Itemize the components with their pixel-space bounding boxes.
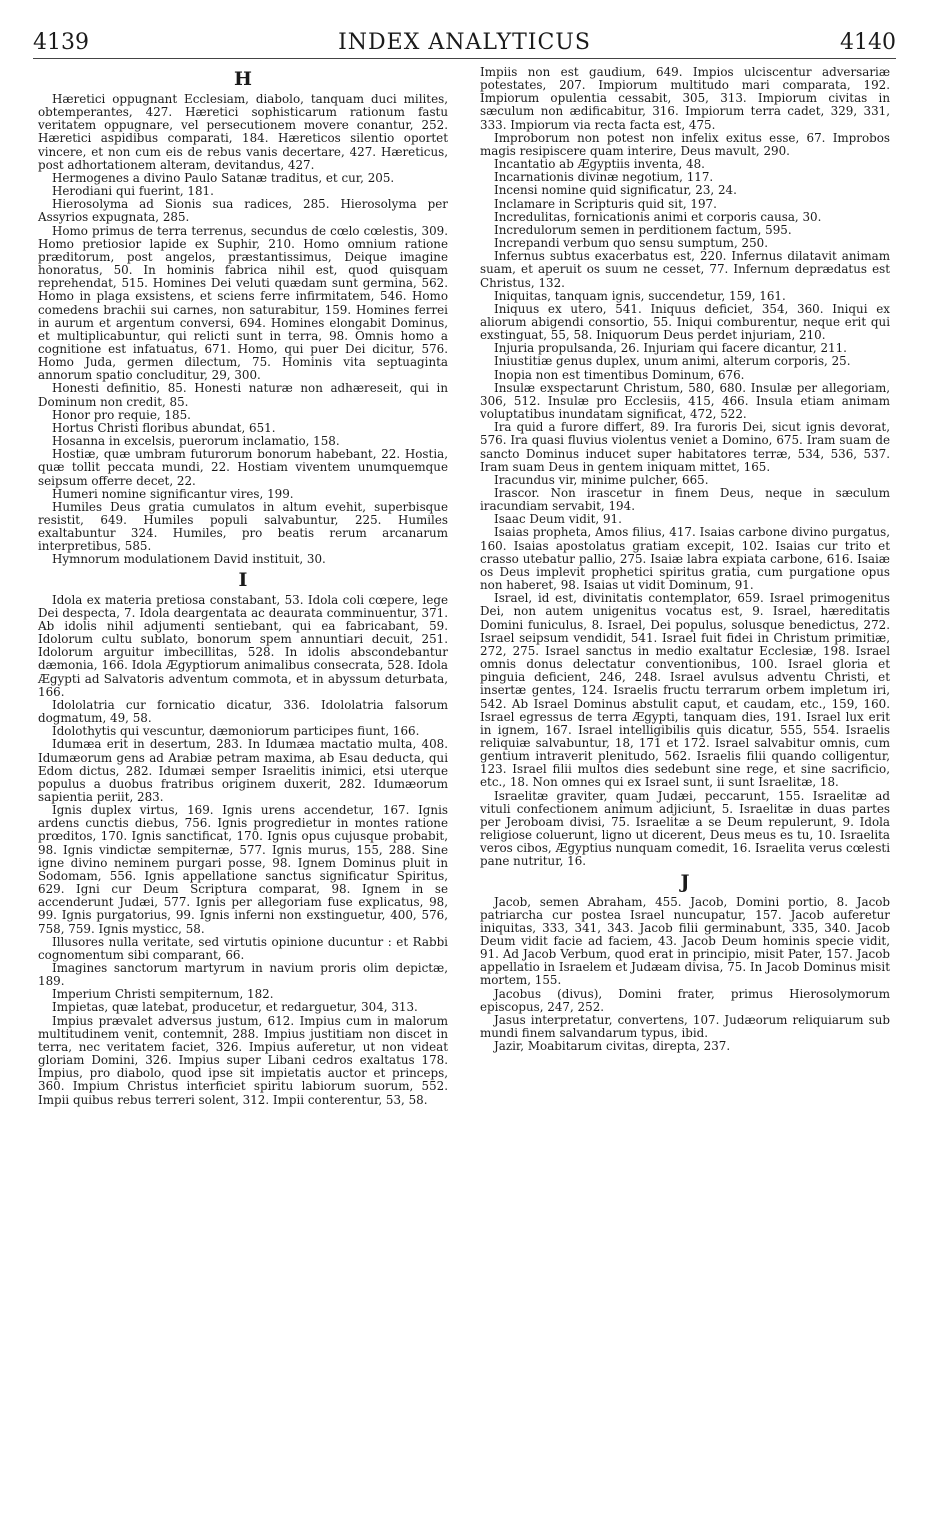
index-entry: Irascor. Non irascetur in finem Deus, neque in sæculum iracundiam servabit, 194. <box>480 486 890 514</box>
index-entry: Homo primus de terra terrenus, secundus de cœlo cœlestis, 309. Homo pretiosior lapide ex Suphir, 210. Homo omnium ratione præditorum, post angelos, præstantissimus, Deique imagine honoratus, 50. In hominis fabrica nihil est, quod quisquam reprehendat, 515. Homines Dei veluti quædam sunt germina, 562. Homo in plaga exsistens, et sciens ferre infirmitatem, 546. Homo comedens brachii sui carnes, non saturabitur, 159. Homines ferrei in aurum et argentum conversi, 694. Homines elongabit Dominus, et multiplicabuntur, qui relicti sunt in terra, 98. Omnis homo a cognitione est infatuatus, 671. Homo, qui puer Dei dicitur, 576. Homo Juda, germen dilectum, 75. Hominis vita septuaginta annorum spatio concluditur, 29, 300. <box>38 223 448 383</box>
index-entry: Hæretici oppugnant Ecclesiam, diabolo, tanquam duci milites, obtemperantes, 427. Hæretici sophisticarum rationum fastu veritatem oppugnare, vel persecutionem movere conantur, 252. Hæretici aspidibus comparati, 184. Hæreticos silentio oportet vincere, et non cum eis de rebus vanis decertare, 427. Hæreticus, post adhortationem alteram, devitandus, 427. <box>38 92 448 172</box>
index-entry: Inclamare in Scripturis quid sit, 197. <box>494 196 717 211</box>
index-entry: Jasus interpretatur, convertens, 107. Judæorum reliquiarum sub mundi finem salvandarum typus, ibid. <box>480 1012 890 1041</box>
index-entry: Honesti definitio, 85. Honesti naturæ non adhæreseit, qui in Dominum non credit, 85. <box>38 381 448 409</box>
index-entry: Humeri nomine significantur vires, 199. <box>52 486 294 501</box>
index-entry: Increpandi verbum quo sensu sumptum, 250. <box>494 236 768 251</box>
index-entry: Incensi nomine quid significatur, 23, 24. <box>494 183 737 198</box>
index-entry: Hierosolyma ad Sionis sua radices, 285. Hierosolyma per Assyrios expugnata, 285. <box>38 197 448 225</box>
index-entry: Idola ex materia pretiosa constabant, 53. Idola coli cœpere, lege Dei despecta, 7. Idola deargentata ac deaurata comminuentur, 371. Ab idolis nihil adjumenti sentiebant, qui ea fabricabant, 59. Idolorum cultu sublato, bonorum spem annuntiari decuit, 251. Idolorum arguitur imbecillitas, 528. In idolis abscondebantur dæmonia, 166. Idola Ægyptiorum animalibus consecrata, 528. Idola Ægypti ad Salvatoris adventum commota, et in abyssum deturbata, 166. <box>38 592 448 699</box>
index-entry: Idumæa erit in desertum, 283. In Idumæa mactatio multa, 408. Idumæorum gens ad Arabiæ petram maxima, ab Esau deducta, qui Edom dictus, 282. Idumæi semper Israelitis inimici, etsi uterque populus a duobus fratribus originem duxerit, 282. Idumæorum sapientia periit, 283. <box>38 737 448 804</box>
index-entry: Herodiani qui fuerint, 181. <box>52 184 214 199</box>
page-header <box>0 30 929 60</box>
index-entry: Honor pro requie, 185. <box>52 407 191 422</box>
index-entry: Hosanna in excelsis, puerorum inclamatio, 158. <box>52 434 340 449</box>
index-entry: Hortus Christi floribus abundat, 651. <box>52 420 276 435</box>
index-entry: Idololatria cur fornicatio dicatur, 336. Idololatria falsorum dogmatum, 49, 58. <box>38 697 448 726</box>
index-entry: Ignis duplex virtus, 169. Ignis urens accendetur, 167. Ignis ardens cunctis diebus, 756. Ignis progredietur in montes ratione prœditos, 170. Ignis sanctificat, 170. Ignis opus cujusque probabit, 98. Ignis vindictæ sempiternæ, 577. Ignis murus, 155, 288. Sine igne divino neminem purgari posse, 98. Ignem Dominus pluit in Sodomam, 556. Ignis appellatione sanctus significatur Spiritus, 629. Igni cur Deum Scriptura comparat, 98. Ignem in se accenderunt Judæi, 577. Ignis per allegoriam fuse explicatus, 98, 99. Ignis purgatorius, 99. Ignis inferni non exstinguetur, 400, 576, 758, 759. Ignis mysticc, 58. <box>38 803 448 936</box>
left-column <box>38 66 448 1107</box>
index-entry: Impiis non est gaudium, 649. Impios ulciscentur adversariæ potestates, 207. Impiorum multitudo mari comparata, 192. Impiorum opulentia cessabit, 305, 313. Impiorum civitas in sæculum non ædificabitur, 316. Impiorum terra cadet, 329, 331, 333. Impiorum via recta facta est, 475. <box>480 65 890 132</box>
index-entry: Insulæ exspectarunt Christum, 580, 680. Insulæ per allegoriam, 306, 512. Insulæ pro Ecclesiis, 415, 466. Insula etiam animam voluptatibus inundatam significat, 472, 522. <box>480 380 890 422</box>
index-entry: Israelitæ graviter, quam Judæi, peccarunt, 155. Israelitæ ad vituli confectionem animum adjiciunt, 5. Israelitæ in duas partes per Jeroboam divisi, 75. Israelitæ a se Deum repulerunt, 9. Idola religiose coluerunt, ligno ut dicerent, Deus meus es tu, 10. Israelita veros cibos, Ægyptius nunquam comedit, 16. Israelita verus cœlesti pane nutritur, 16. <box>480 788 890 869</box>
index-entry: Imperium Christi sempiternum, 182. <box>52 987 274 1002</box>
index-entry: Iniustitiæ genus duplex, unum animi, alterum corporis, 25. <box>494 354 851 369</box>
index-entry: Impietas, quæ latebat, producetur, et redarguetur, 304, 313. <box>52 1000 418 1015</box>
section-letter: H <box>234 68 252 90</box>
running-title: INDEX ANALYTICUS <box>338 30 591 55</box>
index-entry: Isaac Deum vidit, 91. <box>494 512 622 527</box>
index-entry: Incarnationis divinæ negotium, 117. <box>494 170 714 185</box>
index-entry: Inopia non est timentibus Dominum, 676. <box>494 367 745 382</box>
index-entry: Imagines sanctorum martyrum in navium proris olim depictæ, 189. <box>38 961 448 989</box>
index-entry: Iracundus vir, minime pulcher, 665. <box>494 472 709 487</box>
section-letter: I <box>238 568 248 591</box>
index-entry: Incredulitas, fornicationis animi et corporis causa, 30. <box>494 209 822 224</box>
index-entry: Jacobus (divus), Domini frater, primus Hierosolymorum episcopus, 247, 252. <box>480 986 890 1014</box>
left-page-number: 4139 <box>33 30 89 55</box>
right-column <box>480 66 890 1053</box>
index-entry: Incredulorum semen in perditionem factum, 595. <box>494 222 792 237</box>
index-entry: Illusores nulla veritate, sed virtutis opinione ducuntur : et Rabbi cognomentum sibi comparant, 66. <box>38 934 448 962</box>
section-letter: J <box>680 870 690 893</box>
index-entry: Incantatio ab Ægyptiis inventa, 48. <box>494 157 705 172</box>
index-entry: Injuria propulsanda, 26. Injuriam qui facere dicantur, 211. <box>494 341 847 356</box>
index-entry: Ira quid a furore differt, 89. Ira furoris Dei, sicut ignis devorat, 576. Ira quasi fluvius violentus veniet a Domino, 675. Iram suam de sancto Dominus inducet super habitatores terræ, 534, 536, 537. Iram suam Deus in gentem iniquam mittet, 165. <box>480 420 890 474</box>
right-page-number: 4140 <box>840 30 896 55</box>
index-entry: Jazir, Moabitarum civitas, direpta, 237. <box>494 1039 731 1054</box>
index-entry: Jacob, semen Abraham, 455. Jacob, Domini portio, 8. Jacob patriarcha cur postea Israel nuncupatur, 157. Jacob auferetur iniquitas, 333, 341, 343. Jacob filii germinabunt, 335, 340. Jacob Deum vidit facie ad faciem, 43. Jacob Deum hominis specie vidit, 91. Ad Jacob Verbum, quod erat in principio, misit Pater, 157. Jacob appellatio in Israelem et Judæam divisa, 75. In Jacob Dominus misit mortem, 155. <box>480 894 890 988</box>
index-entry: Hostiæ, quæ umbram futurorum bonorum habebant, 22. Hostia, quæ tollit peccata mundi, 22. Hostiam viventem unumquemque seipsum offerre decet, 22. <box>38 447 448 488</box>
index-entry: Improborum non potest non infelix exitus esse, 67. Improbos magis resipiscere quam interire, Deus mavult, 290. <box>480 130 890 158</box>
header-rule <box>33 58 896 59</box>
index-entry: Hermogenes a divino Paulo Satanæ traditus, et cur, 205. <box>52 170 395 185</box>
index-entry: Iniquus ex utero, 541. Iniquus deficiet, 354, 360. Iniqui ex aliorum abigendi consortio, 55. Iniqui comburentur, neque erit qui exstinguat, 55, 58. Iniquorum Deus perdet injuriam, 210. <box>480 301 890 343</box>
index-entry: Humiles Deus gratia cumulatos in altum evehit, superbisque resistit, 649. Humiles populi salvabuntur, 225. Humiles exaltabuntur 324. Humiles, pro beatis rerum arcanarum interpretibus, 585. <box>38 499 448 554</box>
index-entry: Hymnorum modulationem David instituit, 30. <box>52 552 326 567</box>
index-entry: Isaias propheta, Amos filius, 417. Isaias carbone divino purgatus, 160. Isaias apostolatus gratiam excepit, 102. Isaias cur trito et crasso utebatur pallio, 275. Isaiæ labra expiata carbone, 616. Isaiæ os Deus implevit prophetici spiritus gratia, cum purgatione opus non haberet, 98. Isaias ut vidit Dominum, 91. <box>480 525 890 593</box>
index-entry: Impius prævalet adversus justum, 612. Impius cum in malorum multitudinem venit, contemnit, 288. Impius justitiam non discet in terra, nec veritatem faciet, 326. Impius auferetur, ut non videat gloriam Domini, 326. Impius super Libani cedros exaltatus 178. Impius, pro diabolo, quod ipse sit impietatis auctor et princeps, 360. Impium Christus interficiet spiritu labiorum suorum, 552. Impii quibus rebus terreri solent, 312. Impii conterentur, 53, 58. <box>38 1013 448 1107</box>
index-entry: Israel, id est, divinitatis contemplator, 659. Israel primogenitus Dei, non autem unigenitus vocatus est, 9. Israel, hæreditatis Domini funiculus, 8. Israel, Dei populus, solusque benedictus, 272. Israel seipsum vendidit, 541. Israel fuit fidei in Christum primitiæ, 272, 275. Israel sanctus in medio exaltatur Ecclesiæ, 198. Israel omnis donus delectatur conventionibus, 100. Israel gloria et pinguia deficient, 246, 248. Israel avulsus adventu Christi, et insertæ gentes, 124. Israelis fructu terrarum orbem impletum iri, 542. Ab Israel Dominus abstulit caput, et caudam, etc., 159, 160. Israel egressus de terra Ægypti, tanquam dies, 191. Israel lux erit in ignem, 167. Israel intelligibilis quis dicatur, 555, 554. Israelis reliquiæ salvabuntur, 18, 171 et 172. Israel salvabitur omnis, cum gentium intraverit plenitudo, 562. Israelis filii quando colligentur, 123. Israel filii multos dies sedebunt sine rege, et sine sacrificio, etc., 18. Non omnes qui ex Israel sunt, ii sunt Israelitæ, 18. <box>480 591 890 790</box>
index-entry: Idolothytis qui vescuntur, dæmoniorum participes fiunt, 166. <box>52 724 420 739</box>
index-entry: Iniquitas, tanquam ignis, succendetur, 159, 161. <box>494 288 786 303</box>
index-entry: Infernus subtus exacerbatus est, 220. Infernus dilatavit animam suam, et aperuit os suum ne cesset, 77. Infernum deprædatus est Christus, 132. <box>480 249 890 290</box>
